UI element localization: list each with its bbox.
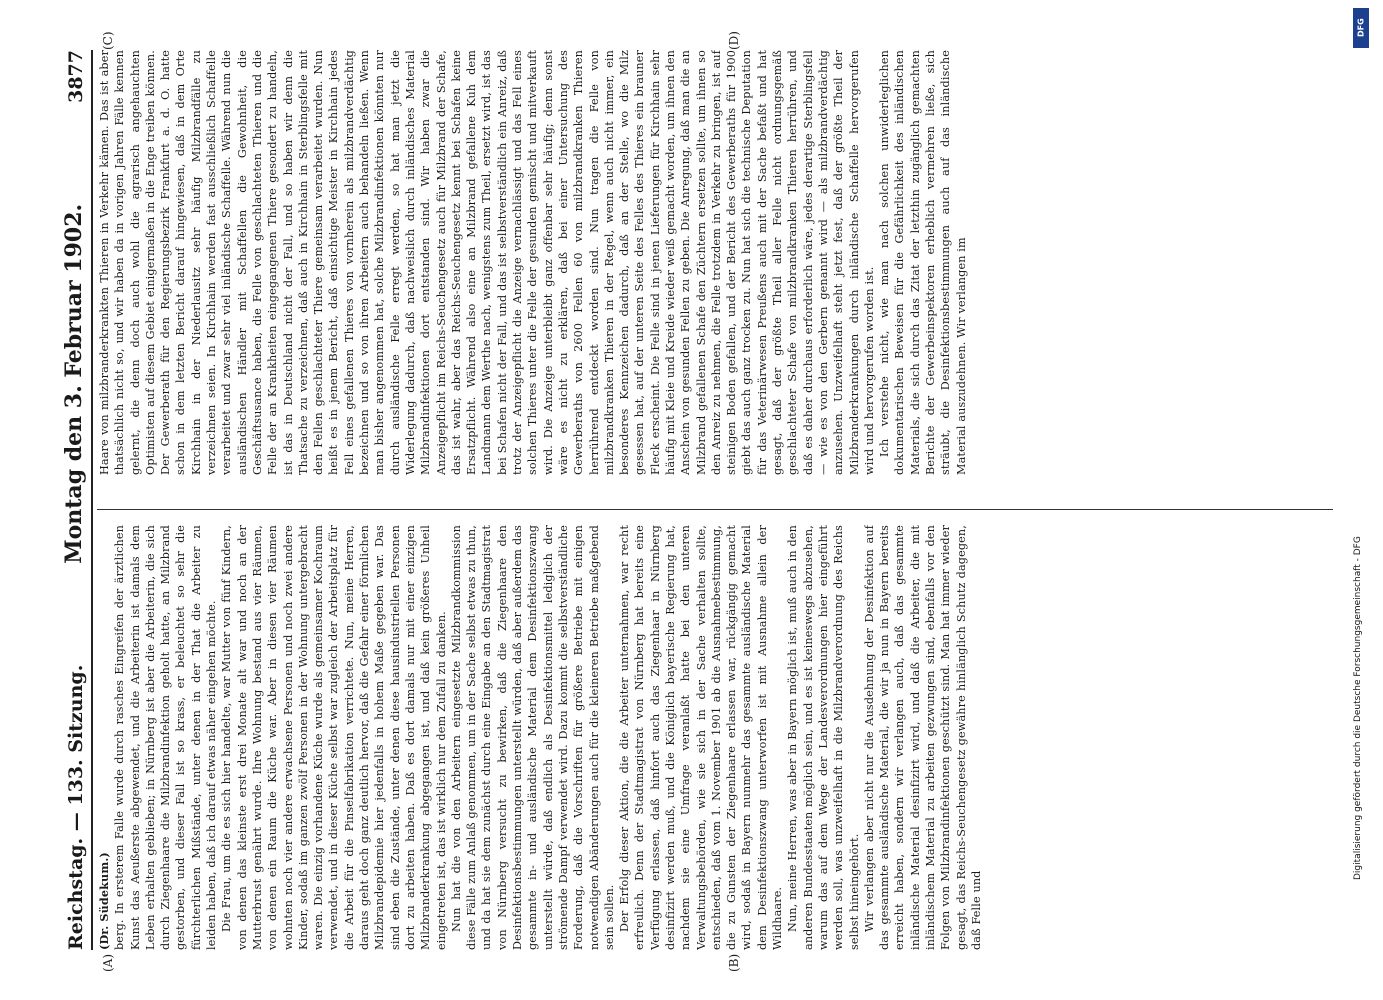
dfg-logo-icon: DFG — [1353, 8, 1369, 48]
page-header — [45, 50, 93, 950]
digitization-sidebar — [1345, 0, 1381, 1000]
speaker-label: (Dr. Südekum.) — [96, 852, 111, 950]
margin-letter-c: (C) — [100, 31, 115, 50]
margin-letter-a: (A) — [100, 953, 115, 972]
header-session: Reichstag. — 133. Sitzung. — [64, 664, 87, 950]
left-paragraph: Wir verlangen aber nicht nur die Ausdehnung der Desinfektion auf das gesammte ausländische Material, die wir ja nun in Bayern bereits erreicht haben, sondern wir verlangen auch, daß das gesammte inländische Material desinfizirt wird, und daß die Arbeiter, die mit inländischem Material zu arbeiten gezwungen sind, ebenfalls vor den Folgen von Milzbrandinfektionen geschützt sind. Man hat immer wieder gesagt, das Reichs-Seuchengesetz gewähre hinlänglich Schutz dagegen, daß Felle und — [862, 525, 983, 950]
rotated-page — [27, 20, 1357, 980]
left-paragraph: Nun hat die von den Arbeitern eingesetzte Milzbrandkommission diese Fälle zum Anlaß genommen, um in der Sache selbst etwas zu thun, und da hat sie dem zunächst durch eine Eingabe an den Stadtmagistrat von Nürnberg versucht zu bewirken, daß die Ziegenhaare den Desinfektionsbestimmungen unterstellt würden, daß aber außerdem das gesammte in- und ausländische Material dem Desinfektionszwang unterstellt würde, daß endlich als Desinfektionsmittel lediglich der strömende Dampf verwendet wird. Dazu kommt die selbstverständliche Forderung, daß die Vorschriften für größere Betriebe mit einigen notwendigen Abänderungen auch für die kleineren Betriebe maßgebend sein sollen. — [449, 525, 616, 950]
right-column — [97, 50, 1333, 475]
left-column — [97, 525, 1333, 950]
left-paragraph: berg. In ersterem Falle wurde durch rasches Eingreifen der ärztlichen Kunst das Aeußerste abgewendet, und die Arbeiterin ist damals dem Leben erhalten geblieben; in Nürnberg ist aber die Arbeiterin, die sich durch Ziegenhaare die Milzbrandinfektion geholt hatte, an Milzbrand gestorben, und dieser Fall ist so krass, er beleuchtet so sehr die fürchterlichen Mißstände, unter denen in der That die Arbeiter zu leiden haben, daß ich darauf etwas näher eingehen möchte. — [112, 525, 218, 950]
digitization-credit: Digitalisierung gefördert durch die Deutsche Forschungsgemeinschaft - DFG — [1353, 536, 1363, 880]
left-paragraph: Der Erfolg dieser Aktion, die die Arbeiter unternahmen, war recht erfreulich. Denn der Stadtmagistrat von Nürnberg hat bereits eine Verfügung erlassen, daß hinfort auch das Ziegenhaar in Nürnberg desinfizirt werden muß, und die Königlich bayerische Regierung hat, nachdem sie eine Umfrage veranlaßt hatte bei den unteren Verwaltungsbehörden, wie sie sich in der Sache verhalten sollte, entschieden, daß vom 1. November 1901 ab die Ausnahmebestimmung, die zu Gunsten der Ziegenhaare erlassen war, rückgängig gemacht wird, sodaß in Bayern nunmehr das gesammte ausländische Material dem Desinfektionszwang unterworfen ist mit Ausnahme allein der Wildhaare. — [617, 525, 784, 950]
column-divider — [97, 509, 1333, 510]
header-date: Montag den 3. Februar 1902. — [60, 203, 87, 564]
right-paragraph: Ich verstehe nicht, wie man nach solchen unwiderleglichen dokumentarischen Beweisen für die Gefährlichkeit des inländischen Materials, die sich durch das Zitat der letzthin zugänglich gemachten Berichte der Gewerbeinspektoren erheblich vermehren ließe, sich sträubt, die Desinfektionsbestimmungen auch auf das inländische Material auszudehnen. Wir verlangen im — [877, 50, 968, 475]
right-paragraph: Haare von milzbranderkrankten Thieren in Verkehr kämen. Das ist aber thatsächlich nicht so, und wir haben da in vorigen Jahren Fälle kennen gelernt, die denn doch auch wohl die agrarisch angehauchten Optimisten auf diesem Gebiet einigermaßen in die Enge treiben können. Der Gewerberath für den Regierungsbezirk Frankfurt a. d. O. hatte schon in dem letzten Bericht darauf hingewiesen, daß in dem Orte Kirchhain in der Niederlausitz sehr häufig Milzbrandfälle zu verzeichnen seien. In Kirchhain werden fast ausschließlich Schaffelle verarbeitet und zwar sehr viel inländische Schaffelle. Während nun die ausländischen Händler mit Schaffellen die Gewohnheit, die Geschäftsusance haben, die Felle von geschlachteten Thieren und die Felle der an Krankheiten eingegangenen Thiere gesondert zu handeln, ist das in Deutschland nicht der Fall, und so haben wir denn die Thatsache zu verzeichnen, daß auch in Kirchhain in Sterblingsfelle mit den Fellen geschlachteter Thiere gemeinsam verarbeitet wurden. Nun heißt es in jenem Bericht, daß einsichtige Meister in Kirchhain jedes Fell eines gefallenen Thieres von vornherein als milzbrandverdächtig bezeichnen und so von ihren Arbeitern auch behandeln ließen. Wenn man bisher angenommen hat, solche Milzbrandinfektionen könnten nur durch ausländische Felle erregt werden, so hat man jetzt die Widerlegung dadurch, daß nachweislich durch inländisches Material Milzbrandinfektionen dort entstanden sind. Wir haben zwar die Anzeigepflicht im Reichs-Seuchengesetz auch für Milzbrand der Schafe, das ist wahr, aber das Reichs-Seuchengesetz kennt bei Schafen keine Ersatzpflicht. Während also eine an Milzbrand gefallene Kuh dem Landmann dem Werthe nach, wenigstens zum Theil, ersetzt wird, ist das bei Schafen nicht der Fall, und das ist selbstverständlich ein Anreiz, daß trotz der Anzeigepflicht die Anzeige vernachlässigt und das Fell eines solchen Thieres unter die Felle der gesunden gemischt und mitverkauft wird. Die Anzeige unterbleibt ganz offenbar sehr häufig; denn sonst wäre es nicht zu erklären, daß bei einer Untersuchung des Gewerberaths von 2600 Fellen 60 von milzbrandkranken Thieren herrührend entdeckt worden sind. Nun tragen die Felle von milzbrandkranken Thieren in der Regel, wenn auch nicht immer, ein besonderes Kennzeichen dadurch, daß an der Stelle, wo die Milz gesessen hat, auf der unteren Seite des Felles des Thieres ein brauner Fleck erscheint. Die Felle sind in jenen Lieferungen für Kirchhain sehr häufig mit Kleie und Kreide wieder weiß gemacht worden, um ihnen den Anschein von gesunden Fellen zu geben. Die Anregung, daß man die an Milzbrand gefallenen Schafe den Züchtern ersetzen sollte, um ihnen so den Anreiz zu nehmen, die Felle trotzdem in Verkehr zu bringen, ist auf steinigen Boden gefallen, und der Bericht des Gewerberaths für 1900 giebt das auch ganz trocken zu. Nun hat sich die technische Deputation für das Veterinärwesen Preußens auch mit der Sache befaßt und hat gesagt, daß der größte Theil aller Felle nicht ordnungsgemäß geschlachteter Schafe von milzbrandkranken Thieren herrühren, und daß es daher durchaus erforderlich wäre, jedes derartige Sterblingsfell — wie es von den Gerbern genannt wird — als milzbrandverdächtig anzusehen. Unzweifelhaft steht jetzt fest, daß der größte Theil der Milzbranderkrankungen durch inländische Schaffelle hervorgerufen wird und hervorgerufen worden ist. — [97, 50, 876, 475]
margin-letter-b: (B) — [726, 953, 741, 972]
margin-letter-d: (D) — [726, 31, 741, 50]
left-paragraph: Nun, meine Herren, was aber in Bayern möglich ist, muß auch in den anderen Bundesstaaten möglich sein, und es ist keineswegs abzusehen, warum das auf dem Wege der Landesverordnungen hier eingeführt werden soll, was unzweifelhaft in die Milzbrandverordnung des Reichs selbst hineingehört. — [785, 525, 861, 950]
page-number: 3877 — [64, 50, 87, 103]
left-paragraph: Die Frau, um die es sich hier handelte, war Mutter von fünf Kindern, von denen das kleinste erst drei Monate alt war und noch an der Mutterbrust genährt wurde. Ihre Wohnung bestand aus vier Räumen, von denen ein Raum die Küche war. Aber in diesen vier Räumen wohnten noch vier andere erwachsene Personen und noch zwei andere Kinder, sodaß im ganzen zwölf Personen in der Wohnung untergebracht waren. Die einzig vorhandene Küche wurde als gemeinsamer Kochraum verwendet, und in dieser Küche selbst war zugleich der Arbeitsplatz für die Arbeit für die Pinselfabrikation verrichtete. Nun, meine Herren, daraus geht doch ganz deutlich hervor, daß die Gefahr einer förmlichen Milzbrandepidemie hier jedenfalls in hohem Maße gegeben war. Das sind eben die Zustände, unter denen diese hausindustriellen Personen dort zu arbeiten haben. Daß es dort damals nur mit einer einzigen Milzbranderkrankung abgegangen ist, und daß kein größeres Unheil eingetreten ist, das ist wirklich nur dem Zufall zu danken. — [219, 525, 448, 950]
